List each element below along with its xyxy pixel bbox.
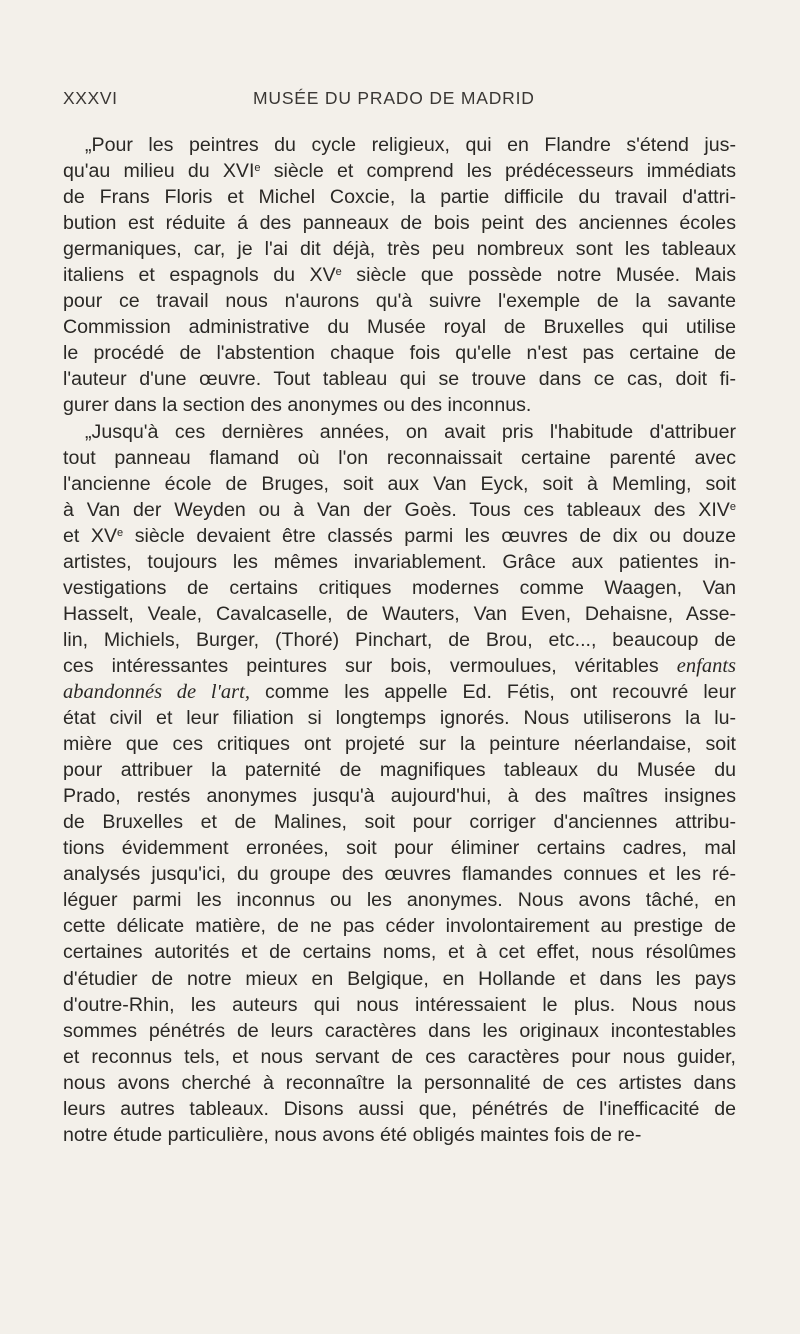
text-run: germaniques, car, je l'ai dit déjà, très peu nombreux sont les tableaux [63,238,736,261]
text-run: pour attribuer la paternité de magnifiques tableaux du Musée du [63,759,736,782]
text-run: de Bruxelles et de Malines, soit pour corriger d'anciennes attribu- [63,811,736,834]
page-number: XXXVI [63,88,118,108]
superscript: e [729,500,736,513]
text-line [63,992,736,1018]
text-line [63,210,736,236]
text-line [63,757,736,783]
running-title: MUSÉE DU PRADO DE MADRID [253,88,535,108]
text-line [63,262,736,288]
text-line [63,861,736,887]
text-line [63,314,736,340]
text-line [63,158,736,184]
text-line [63,835,736,861]
text-line [63,939,736,965]
text-run: italiens et espagnols du XV [63,264,336,287]
superscript: e [335,266,342,279]
text-line [63,132,736,158]
text-run: nous avons cherché à reconnaître la personnalité de ces artistes dans [63,1071,736,1094]
text-run: artistes, toujours les mêmes invariablement. Grâce aux patientes in- [63,550,736,573]
text-run: tout panneau flamand où l'on reconnaissait certaine parenté avec [63,446,736,469]
text-run: siècle que possède notre Musée. Mais [341,264,736,287]
text-line [63,236,736,262]
text-line [63,419,736,445]
text-line [63,471,736,497]
text-run: Hasselt, Veale, Cavalcaselle, de Wauters, Van Even, Dehaisne, Asse- [63,602,736,625]
text-run: d'outre-Rhin, les auteurs qui nous intéressaient le plus. Nous nous [63,993,736,1016]
text-run: „Jusqu'à ces dernières années, on avait pris l'habitude d'attribuer [85,420,736,443]
text-run: pour ce travail nous n'aurons qu'à suivre l'exemple de la savante [63,290,736,313]
text-line [63,523,736,549]
text-line [63,1044,736,1070]
text-run: notre étude particulière, nous avons été obligés maintes fois de re- [63,1123,642,1146]
italic-run: enfants [676,654,736,677]
text-line [63,1096,736,1122]
text-line [63,627,736,653]
text-run: état civil et leur filiation si longtemps ignorés. Nous utiliserons la lu- [63,707,736,730]
text-run: analysés jusqu'ici, du groupe des œuvres flamandes connues et les ré- [63,863,736,886]
text-line [63,601,736,627]
text-line [63,913,736,939]
text-run: ces intéressantes peintures sur bois, vermoulues, véritables [63,654,677,677]
text-run: siècle et comprend les prédécesseurs immédiats [260,160,736,183]
text-line [63,653,736,679]
text-run: léguer parmi les inconnus ou les anonymes. Nous avons tâché, en [63,889,736,912]
text-run: sommes pénétrés de leurs caractères dans les originaux incontestables [63,1019,736,1042]
text-run: „Pour les peintres du cycle religieux, qui en Flandre s'étend jus- [85,134,736,156]
italic-run: abandonnés de l'art, [63,680,250,703]
text-line [63,366,736,392]
text-run: d'étudier de notre mieux en Belgique, en Hollande et dans les pays [63,967,736,990]
text-line [63,679,736,705]
text-line [63,575,736,601]
text-line [63,549,736,575]
text-run: Prado, restés anonymes jusqu'à aujourd'hui, à des maîtres insignes [63,785,736,808]
superscript: e [254,162,261,175]
superscript: e [117,526,124,539]
text-line [63,497,736,523]
text-run: de Frans Floris et Michel Coxcie, la partie difficile du travail d'attri- [63,186,736,209]
text-run: gurer dans la section des anonymes ou des inconnus. [63,394,532,417]
text-run: bution est réduite á des panneaux de bois peint des anciennes écoles [63,212,736,235]
text-run: l'ancienne école de Bruges, soit aux Van Eyck, soit à Memling, soit [63,472,736,495]
text-run: vestigations de certains critiques modernes comme Waagen, Van [63,576,736,599]
text-run: certaines autorités et de certains noms, et à cet effet, nous résolûmes [63,941,736,964]
text-line [63,731,736,757]
text-run: et reconnus tels, et nous servant de ces caractères pour nous guider, [63,1045,736,1068]
text-line [63,783,736,809]
text-run: le procédé de l'abstention chaque fois qu'elle n'est pas certaine de [63,342,736,365]
text-run: siècle devaient être classés parmi les œuvres de dix ou douze [123,524,736,547]
text-line [63,340,736,366]
text-line [63,705,736,731]
text-run: mière que ces critiques ont projeté sur la peinture néerlandaise, soit [63,733,736,756]
text-run: et XV [63,524,118,547]
text-line [63,809,736,835]
text-run: l'auteur d'une œuvre. Tout tableau qui se trouve dans ce cas, doit fi- [63,368,736,391]
text-line [63,445,736,471]
text-line [63,887,736,913]
running-header [63,88,700,118]
body-text [63,132,736,1148]
text-run: cette délicate matière, de ne pas céder involontairement au prestige de [63,915,736,938]
text-run: leurs autres tableaux. Disons aussi que, pénétrés de l'inefficacité de [63,1097,736,1120]
text-line [63,966,736,992]
text-line [63,392,736,418]
text-run: tions évidemment erronées, soit pour éliminer certains cadres, mal [63,837,736,860]
text-line [63,184,736,210]
text-line [63,288,736,314]
text-line [63,1018,736,1044]
text-line [63,1122,736,1148]
text-run: qu'au milieu du XVI [63,160,255,183]
text-run: à Van der Weyden ou à Van der Goès. Tous ces tableaux des XIV [63,498,730,521]
text-run: lin, Michiels, Burger, (Thoré) Pinchart, de Brou, etc..., beaucoup de [63,628,736,651]
text-run: Commission administrative du Musée royal de Bruxelles qui utilise [63,316,736,339]
text-line [63,1070,736,1096]
text-run: comme les appelle Ed. Fétis, ont recouvré leur [249,680,736,703]
